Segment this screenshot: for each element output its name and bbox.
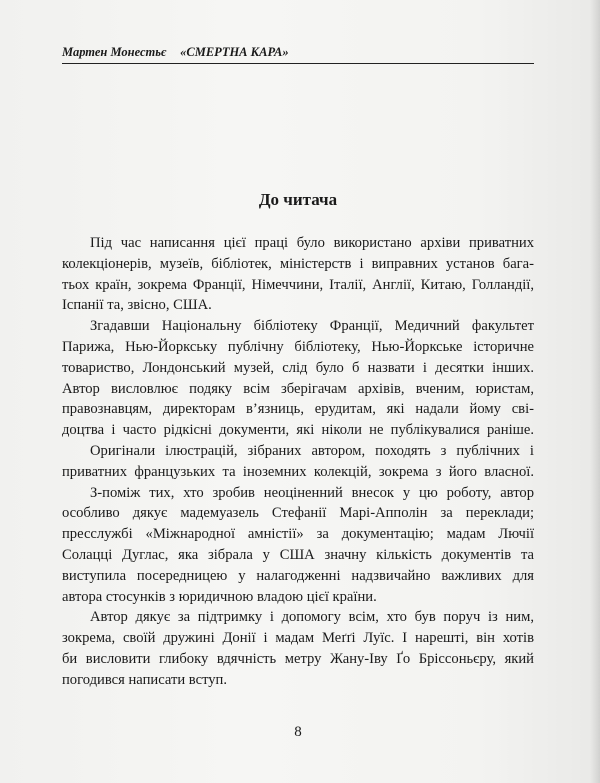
page-number: 8	[294, 724, 302, 740]
text-line: автора стосунків з юридичною владою цієї країни.	[62, 588, 377, 605]
text-line: Згадавши Національну бібліотеку Франції, Медичний факультет	[90, 318, 534, 335]
running-header	[62, 44, 534, 60]
text-line: З-поміж тих, хто зробив неоціненний внесок у цю роботу, автор	[90, 484, 534, 501]
text-line: Солацці Дуглас, яка зібрала у США значну кількість документів та	[62, 546, 534, 563]
text-line: Автор дякує за підтримку і допомогу всім, хто був поруч із ним,	[90, 609, 534, 626]
header-author: Мартен Монестьє	[62, 45, 167, 59]
text-line: Оригінали ілюстрацій, зібраних автором, походять з публічних і	[90, 442, 534, 459]
body-text	[62, 233, 534, 691]
text-line: Автор висловлює подяку всім зберігачам архівів, вченим, юристам,	[62, 380, 534, 397]
text-line: правознавцям, директорам в’язниць, ерудитам, які надали йому сві-	[62, 401, 534, 418]
text-line: Іспанії та, звісно, США.	[62, 297, 212, 314]
text-line: виступила посередницею у налагодженні надзвичайно важливих для	[62, 567, 534, 584]
text-line: приватних французьких та іноземних колекцій, зокрема з його власної.	[62, 463, 534, 480]
text-line: погодився написати вступ.	[62, 671, 228, 688]
page-edge-shadow	[590, 0, 600, 783]
header-title: «СМЕРТНА КАРА»	[180, 45, 289, 59]
text-line: доцтва і часто рідкісні документи, які ніколи не публікувалися раніше.	[62, 422, 534, 439]
header-rule	[62, 63, 534, 64]
text-line: Під час написання цієї праці було використано архіви приватних	[90, 235, 534, 251]
text-line: би висловити глибоку вдячність метру Жану-Іву Ґо Бріссоньєру, який	[62, 650, 534, 667]
text-line: зокрема, своїй дружині Донії і мадам Меґґі Луїс. І нарешті, він хотів	[62, 630, 534, 647]
text-line: колекціонерів, музеїв, бібліотек, міністерств і виправних установ бага-	[62, 255, 534, 272]
text-line: пресслужбі «Міжнародної амністії» за документацію; мадам Лючії	[62, 526, 534, 543]
section-heading: До читача	[258, 190, 338, 209]
text-line: особливо дякує мадемуазель Стефанії Марі-Апполін за переклади;	[62, 505, 534, 522]
text-line: Парижа, Нью-Йоркську публічну бібліотеку, Нью-Йоркське історичне	[62, 338, 534, 355]
text-line: тьох країн, зокрема Франції, Німеччини, Італії, Англії, Китаю, Голландії,	[62, 276, 534, 293]
text-line: товариство, Лондонський музей, слід було б назвати і десятки інших.	[62, 359, 534, 376]
